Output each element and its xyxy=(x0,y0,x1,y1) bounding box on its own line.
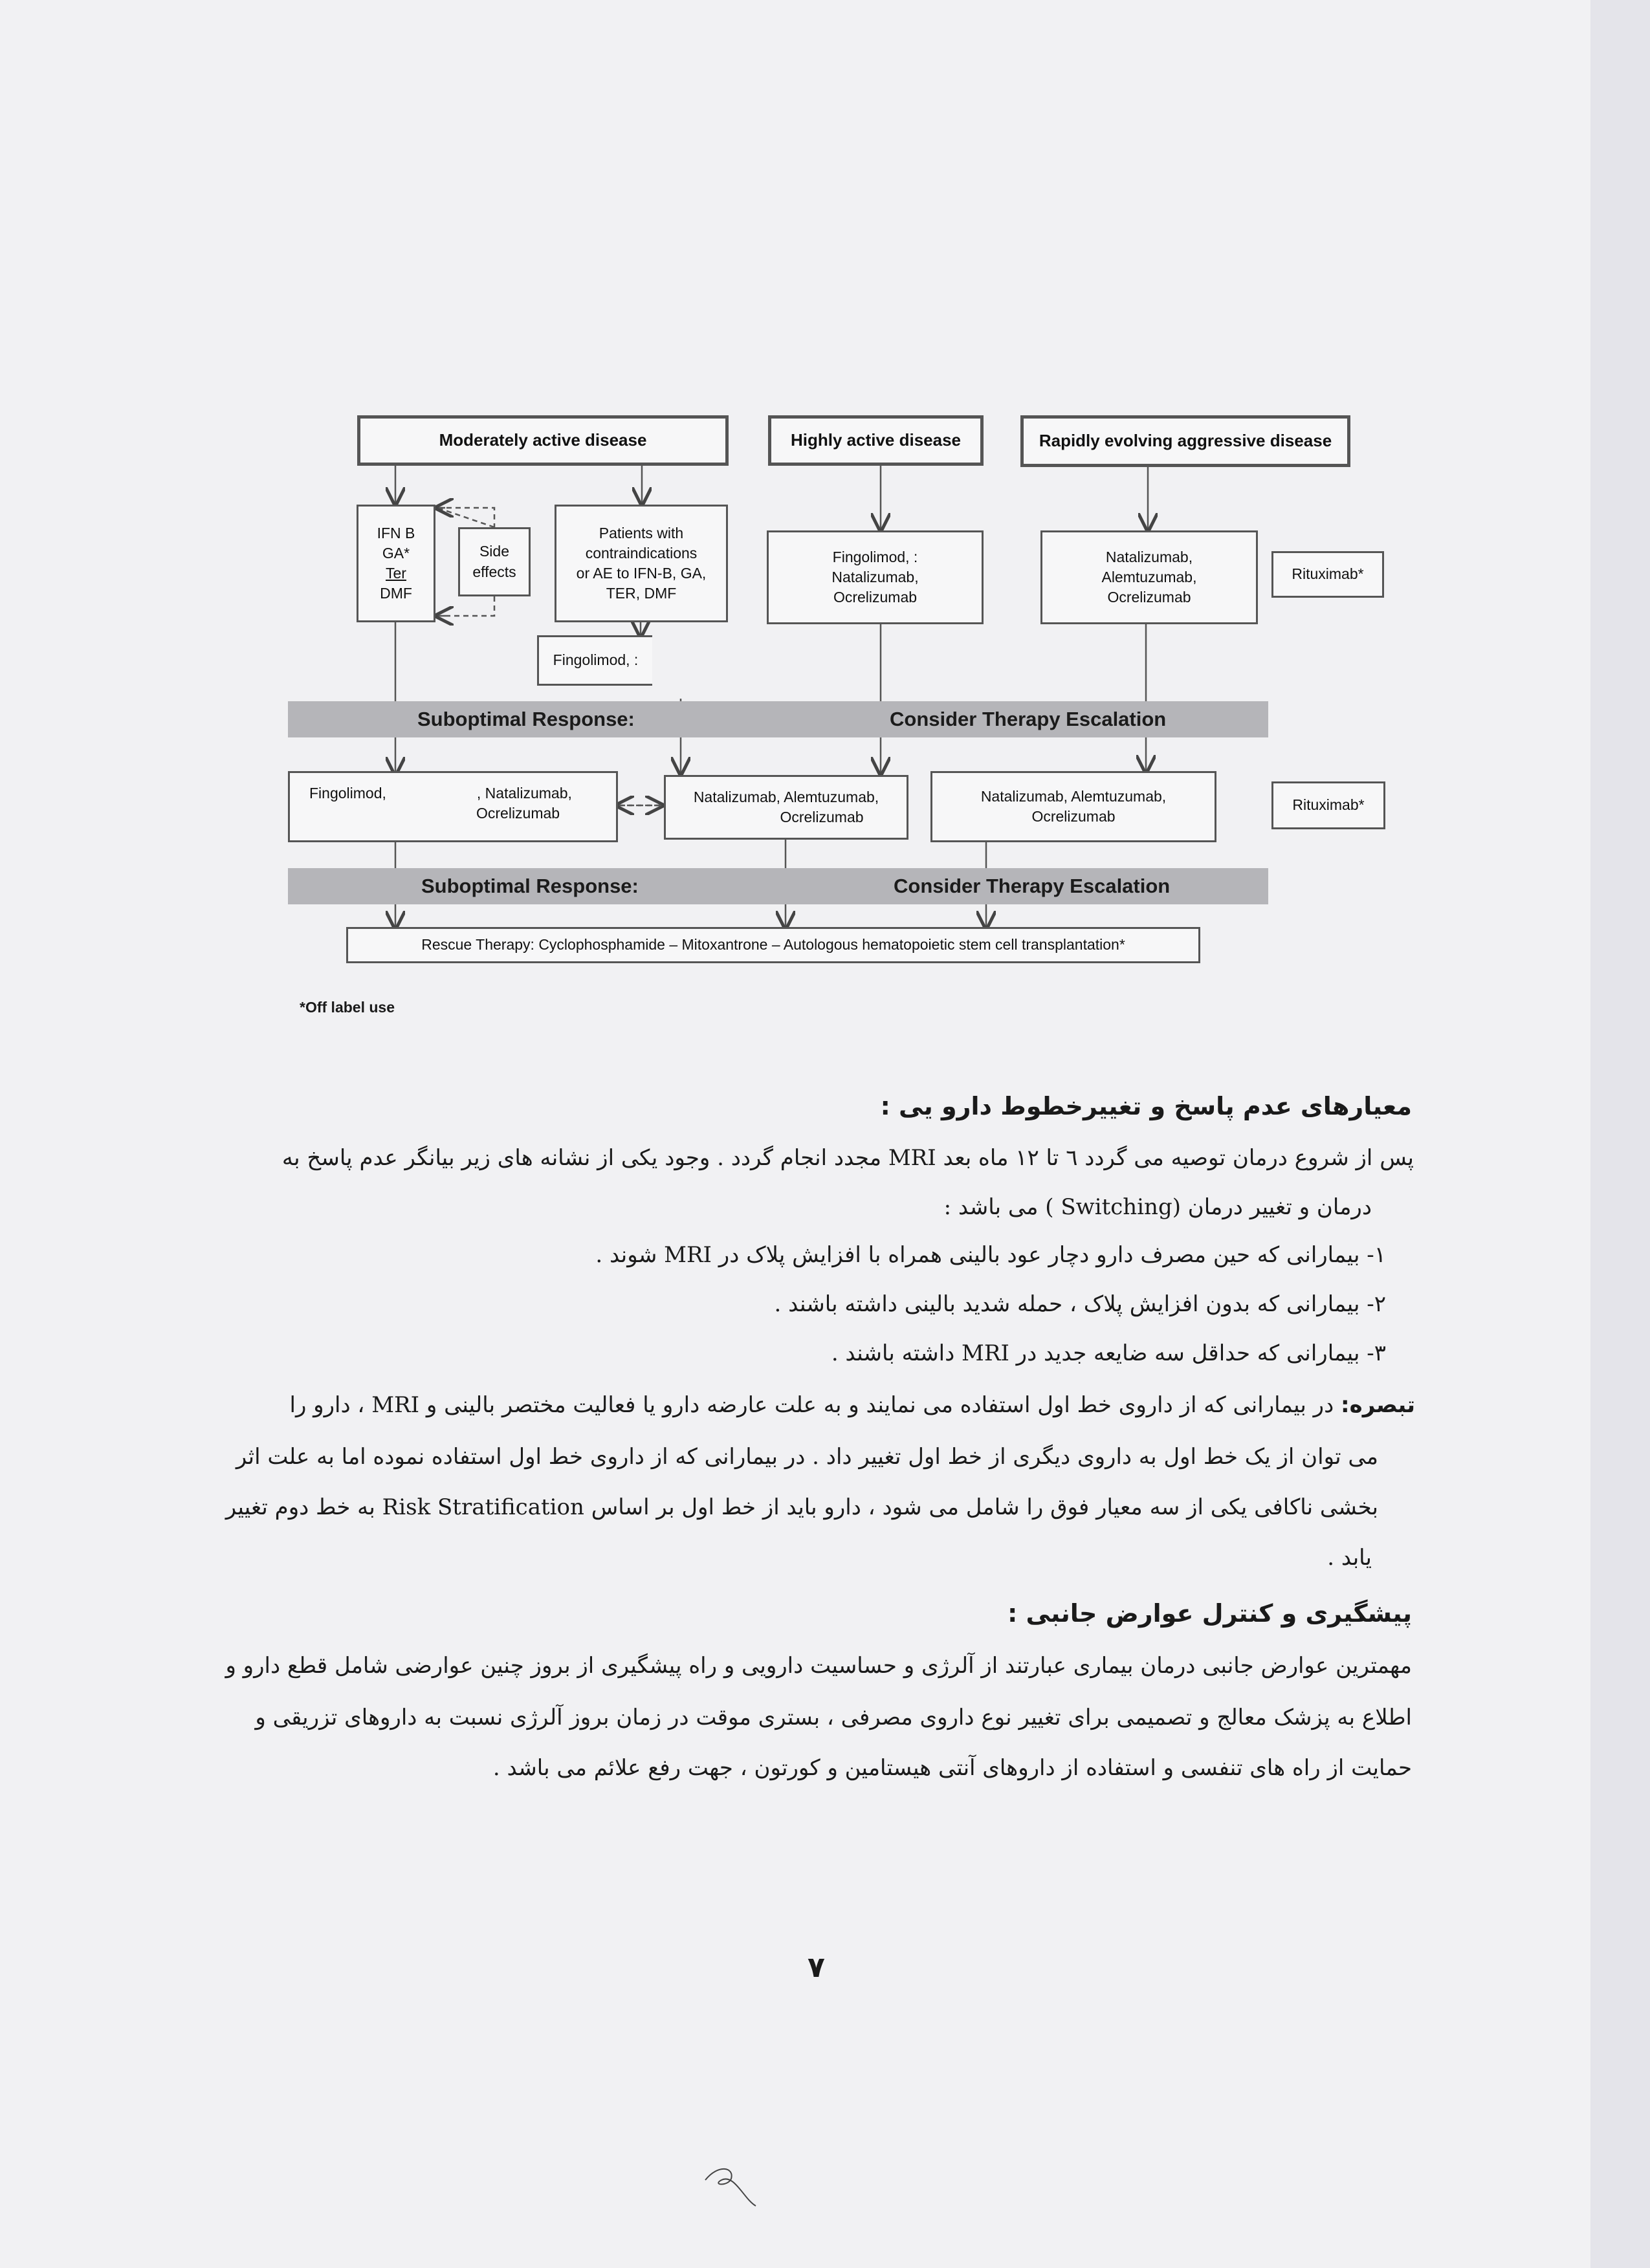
side-effects-box xyxy=(458,527,531,596)
drug-ter: Ter xyxy=(386,565,406,582)
moderately-active-header: Moderately active disease xyxy=(357,415,729,466)
highly-active-options-box xyxy=(767,530,984,624)
rituximab-box-top: Rituximab* xyxy=(1271,551,1384,598)
suboptimal-band-2 xyxy=(288,868,1268,904)
note-line3: بخشی ناکافی یکی از سه معیار فوق را شامل می شود ، دارو باید از خط اول بر اساس Risk Stratification به خط دوم تغییر xyxy=(225,1494,1378,1520)
rapid-options-box xyxy=(1040,530,1258,624)
row2-left-box xyxy=(288,771,618,842)
section-title-nonresponse: معیارهای عدم پاسخ و تغییرخطوط دارو یی : xyxy=(880,1092,1412,1120)
rapid-option-2: Alemtuzumab, xyxy=(1101,568,1197,585)
highly-active-header: Highly active disease xyxy=(768,415,984,466)
row2-right-item1: Natalizumab, Alemtuzumab, xyxy=(980,787,1167,805)
side-effects-line2: effects xyxy=(472,563,516,580)
row2-mid-box xyxy=(664,775,908,840)
suboptimal-band-1 xyxy=(288,701,1268,737)
row2-mid-item1: Natalizumab, Alemtuzumab, xyxy=(693,788,879,805)
side-effects-line1: Side xyxy=(479,543,510,560)
note-label: تبصره: xyxy=(1341,1392,1415,1418)
row2-mid-item2: Ocrelizumab xyxy=(780,809,864,825)
off-label-footnote: *Off label use xyxy=(300,999,395,1016)
rapid-option-1: Natalizumab, xyxy=(1105,548,1193,565)
contra-line1: Patients with xyxy=(599,524,684,541)
row2-right-box xyxy=(930,771,1216,842)
drug-dmf: DMF xyxy=(380,585,412,602)
row2-left-item3: Ocrelizumab xyxy=(476,805,560,822)
note-line4: یابد . xyxy=(1327,1545,1372,1571)
paragraph2-line1: مهمترین عوارض جانبی درمان بیماری عبارتند از آلرژی و حساسیت دارویی و راه پیشگیری از بروز چنین عوارضی شامل قطع دارو و xyxy=(225,1653,1412,1679)
high-option-1: Fingolimod, : xyxy=(832,548,918,565)
band2-left-label: Suboptimal Response: xyxy=(421,875,639,897)
rapid-option-3: Ocrelizumab xyxy=(1107,589,1191,606)
rescue-therapy-box: Rescue Therapy: Cyclophosphamide – Mitoxantrone – Autologous hematopoietic stem cell transplantation* xyxy=(346,927,1200,963)
section-title-side-effects: پیشگیری و کنترل عوارض جانبی : xyxy=(1007,1599,1412,1628)
rituximab-box-bottom: Rituximab* xyxy=(1271,781,1385,829)
criteria-item-2: ٢- بیمارانی که بدون افزایش پلاک ، حمله شدید بالینی داشته باشند . xyxy=(774,1291,1386,1317)
rapidly-evolving-header: Rapidly evolving aggressive disease xyxy=(1020,415,1350,467)
fingolimod-box: Fingolimod, : xyxy=(537,635,652,686)
row2-left-item1: Fingolimod, xyxy=(309,785,386,801)
row2-right-item2: Ocrelizumab xyxy=(1031,808,1116,825)
paragraph1-line1: پس از شروع درمان توصیه می گردد ٦ تا ١٢ ماه بعد MRI مجدد انجام گردد . وجود یکی از نشانه های زیر بیانگر عدم پاسخ به xyxy=(281,1145,1414,1171)
row2-left-item2: , Natalizumab, xyxy=(476,785,572,801)
first-line-drugs-box xyxy=(357,505,435,622)
paragraph2-line2: اطلاع به پزشک معالج و تصمیمی برای تغییر نوع داروی مصرفی ، بستری موقت در زمان بروز آلرژی نسبت به داروهای تزریقی و xyxy=(255,1705,1412,1730)
note-line1 xyxy=(290,1392,1416,1418)
band2-right-label: Consider Therapy Escalation xyxy=(894,875,1171,897)
drug-ifnb: IFN B xyxy=(377,524,415,541)
paragraph1-line2: درمان و تغییر درمان (Switching ) می باشد : xyxy=(943,1194,1372,1220)
criteria-item-1: ١- بیمارانی که حین مصرف دارو دچار عود بالینی همراه با افزایش پلاک در MRI شوند . xyxy=(595,1242,1386,1268)
criteria-item-3: ٣- بیمارانی که حداقل سه ضایعه جدید در MRI داشته باشند . xyxy=(831,1340,1386,1366)
high-option-3: Ocrelizumab xyxy=(833,589,918,606)
high-option-2: Natalizumab, xyxy=(831,568,919,585)
contraindications-box xyxy=(555,505,728,622)
page-number: ٧ xyxy=(808,1951,825,1984)
drug-ga: GA* xyxy=(382,544,410,562)
contra-line3: or AE to IFN-B, GA, xyxy=(576,565,707,582)
paragraph2-line3: حمایت از راه های تنفسی و استفاده از داروهای آنتی هیستامین و کورتون ، جهت رفع علائم می باشد . xyxy=(492,1755,1412,1781)
band1-left-label: Suboptimal Response: xyxy=(417,708,635,730)
handwritten-mark xyxy=(699,2161,764,2212)
contra-line2: contraindications xyxy=(585,544,698,562)
treatment-flowchart xyxy=(0,0,1650,1035)
note-first-text: در بیمارانی که از داروی خط اول استفاده می نمایند و به علت عارضه دارو یا فعالیت مختصر بالینی و MRI ، دارو را xyxy=(289,1392,1341,1418)
band1-right-label: Consider Therapy Escalation xyxy=(890,708,1167,730)
contra-line4: TER, DMF xyxy=(606,585,677,602)
note-line2: می توان از یک خط اول به داروی دیگری از خط اول تغییر داد . در بیمارانی که از داروی خط اول استفاده نموده اما به علت اثر xyxy=(236,1444,1378,1470)
